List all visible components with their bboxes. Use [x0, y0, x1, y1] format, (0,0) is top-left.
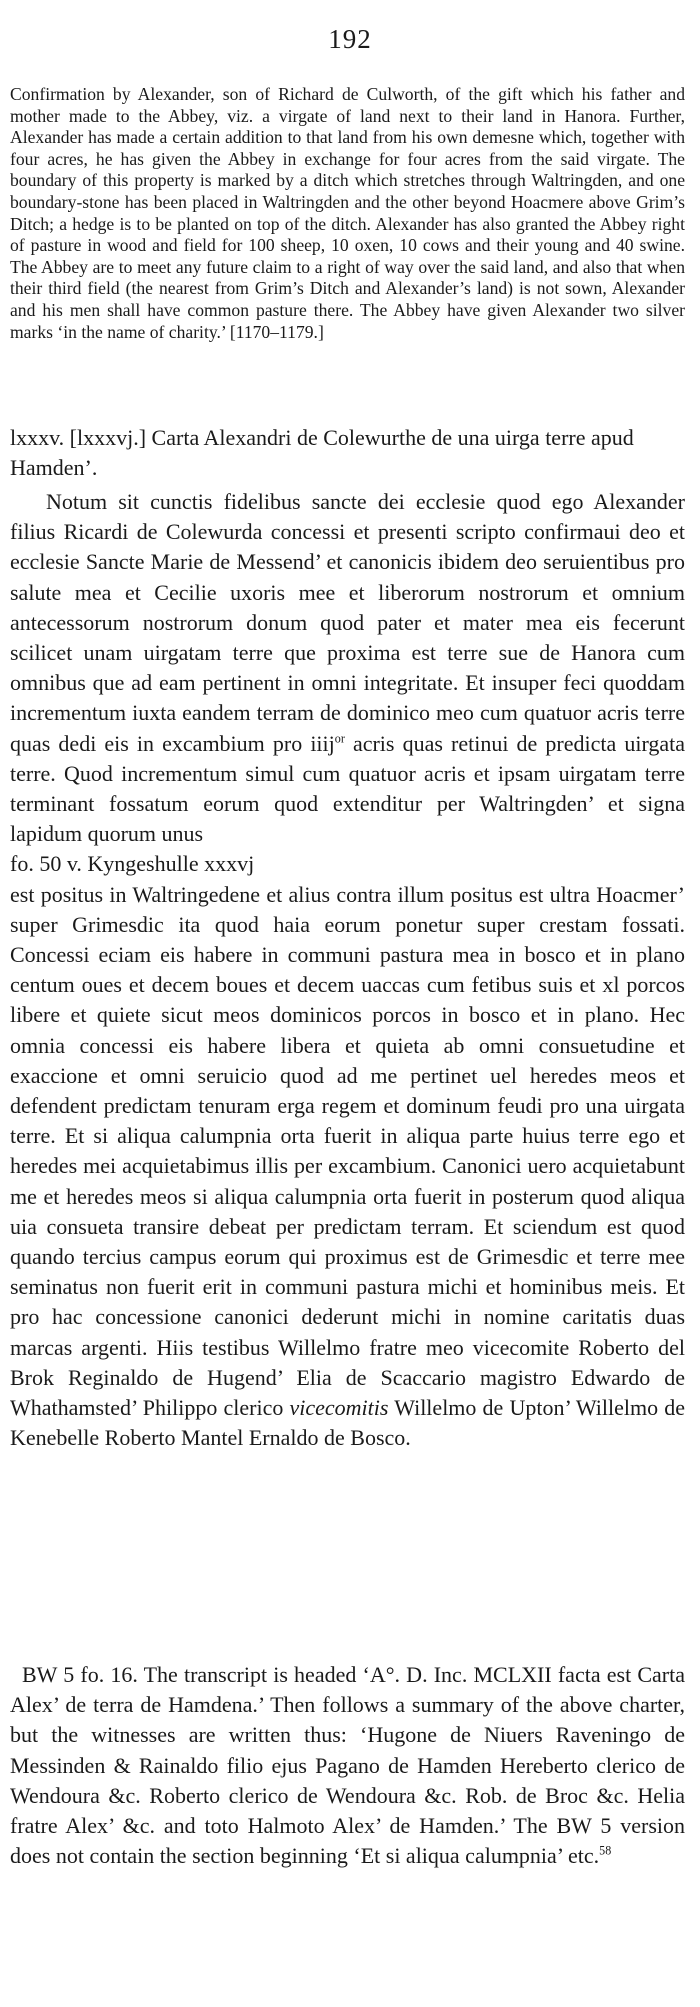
charter-paragraph-2 [10, 880, 685, 1454]
note-text: BW 5 fo. 16. The transcript is headed ‘A°. D. Inc. MCLXII facta est Carta Alex’ de terra de Hamdena.’ Then follows a summary of the above charter, but the witnesses are written thus: ‘Hugone de Niuers Raveningo de Messinden & Rainaldo filio ejus Pagano de Hamden Hereberto clerico de Wendoura &c. Roberto clerico de Wendoura &c. Rob. de Broc &c. Helia fratre Alex’ &c. and toto Halmoto Alex’ de Hamden.’ The BW 5 version does not contain the section beginning ‘Et si aliqua calumpnia’ etc. [10, 1662, 685, 1869]
latin-charter-text [10, 487, 685, 1454]
charter-paragraph-1 [10, 487, 685, 849]
editorial-note [10, 1660, 685, 1871]
charter-text-part-4: Willelmo de Upton’ Willelmo de Kenebelle Roberto Mantel Ernaldo de Bosco. [10, 1395, 685, 1451]
folio-marker: fo. 50 v. Kyngeshulle xxxvj [10, 851, 255, 877]
charter-numeral-iiij: iiij [310, 730, 335, 756]
charter-text-part-1: Notum sit cunctis fidelibus sancte dei ecclesie quod ego Alexander filius Ricardi de Colewurda concessi et presenti scripto confirmaui deo et ecclesie Sancte Marie de Messend’ et canonicis ibidem deo seruientibus pro salute mea et Cecilie uxoris mee et liberorum nostrorum et omnium antecessorum nostrorum donum quod pater et mater mea eis fecerunt scilicet unam uirgatam terre que proxima est terre sue de Hanora cum omnibus que ad eam pertinent in omni integritate. Et insuper feci quoddam incrementum iuxta eandem terram de dominico meo cum quatuor acris terre quas dedi eis in excambium pro [10, 489, 685, 756]
note-paragraph [10, 1660, 685, 1871]
charter-numeral-superscript: or [334, 731, 345, 746]
english-summary: Confirmation by Alexander, son of Richard de Culworth, of the gift which his father and mother made to the Abbey, viz. a virgate of land next to their land in Hanora. Further, Alexander has made a certain addition to that land from his own demesne which, together with four acres, he has given the Abbey in exchange for four acres from the said virgate. The boundary of this property is marked by a ditch which stretches through Waltringden, and one boundary-stone has been placed in Waltringden and the other beyond Hoacmere above Grim’s Ditch; a hedge is to be planted on top of the ditch. Alexander has also granted the Abbey right of pasture in wood and field for 100 sheep, 10 oxen, 10 cows and their young and 40 swine. The Abbey are to meet any future claim to a right of way over the said land, and also that when their third field (the nearest from Grim’s Ditch and Alexander’s land) is not sown, Alexander and his men shall have common pasture there. The Abbey have given Alexander two silver marks ‘in the name of charity.’ [1170–1179.] [10, 84, 685, 342]
page-number: 192 [328, 24, 372, 54]
charter-text-part-3: est positus in Waltringedene et alius contra illum positus est ultra Hoacmer’ super Grimesdic ita quod haia eorum ponetur super crestam fossati. Concessi eciam eis habere in communi pastura mea in bosco et in plano centum oues et decem boues et decem uaccas cum fetibus suis et xl porcos libere et quiete sicut meos dominicos porcos in bosco et in plano. Hec omnia concessi eis habere libera et quieta ab omni consuetudine et exaccione et omni seruicio quod ad me pertinet uel heredes meos et defendent predictam tenuram erga regem et dominum feudi pro una uirgata terre. Et si aliqua calumpnia orta fuerit in aliqua parte huius terre ego et heredes mei acquietabimus illis per excambium. Canonici uero acquietabunt me et heredes meos si aliqua calumpnia orta fuerit in posterum quod aliqua uia consueta transire debeat per predictam terram. Et sciendum est quod quando tercius campus eorum qui proximus est de Grimesdic et terre mee seminatus non fuerit erit in communi pastura michi et hominibus meis. Et pro hac concessione canonici dederunt michi in nomine caritatis duas marcas argenti. Hiis testibus Willelmo fratre meo vicecomite Roberto del Brok Reginaldo de Hugend’ Elia de Scaccario magistro Edwardo de Whathamsted’ Philippo clerico [10, 881, 685, 1421]
charter-text-part-2: acris quas retinui de predicta uirgata terre. Quod incrementum simul cum quatuor acris et ipsam uirgatam terre terminant fossatum eorum quod extenditur per Waltringden’ et signa lapidum quorum unus [10, 730, 686, 847]
footnote-reference: 58 [599, 1843, 612, 1858]
charter-italic-vicecomitis: vicecomitis [289, 1395, 389, 1421]
charter-heading: lxxxv. [lxxxvj.] Carta Alexandri de Colewurthe de una uirga terre apud Hamden’. [10, 425, 634, 480]
